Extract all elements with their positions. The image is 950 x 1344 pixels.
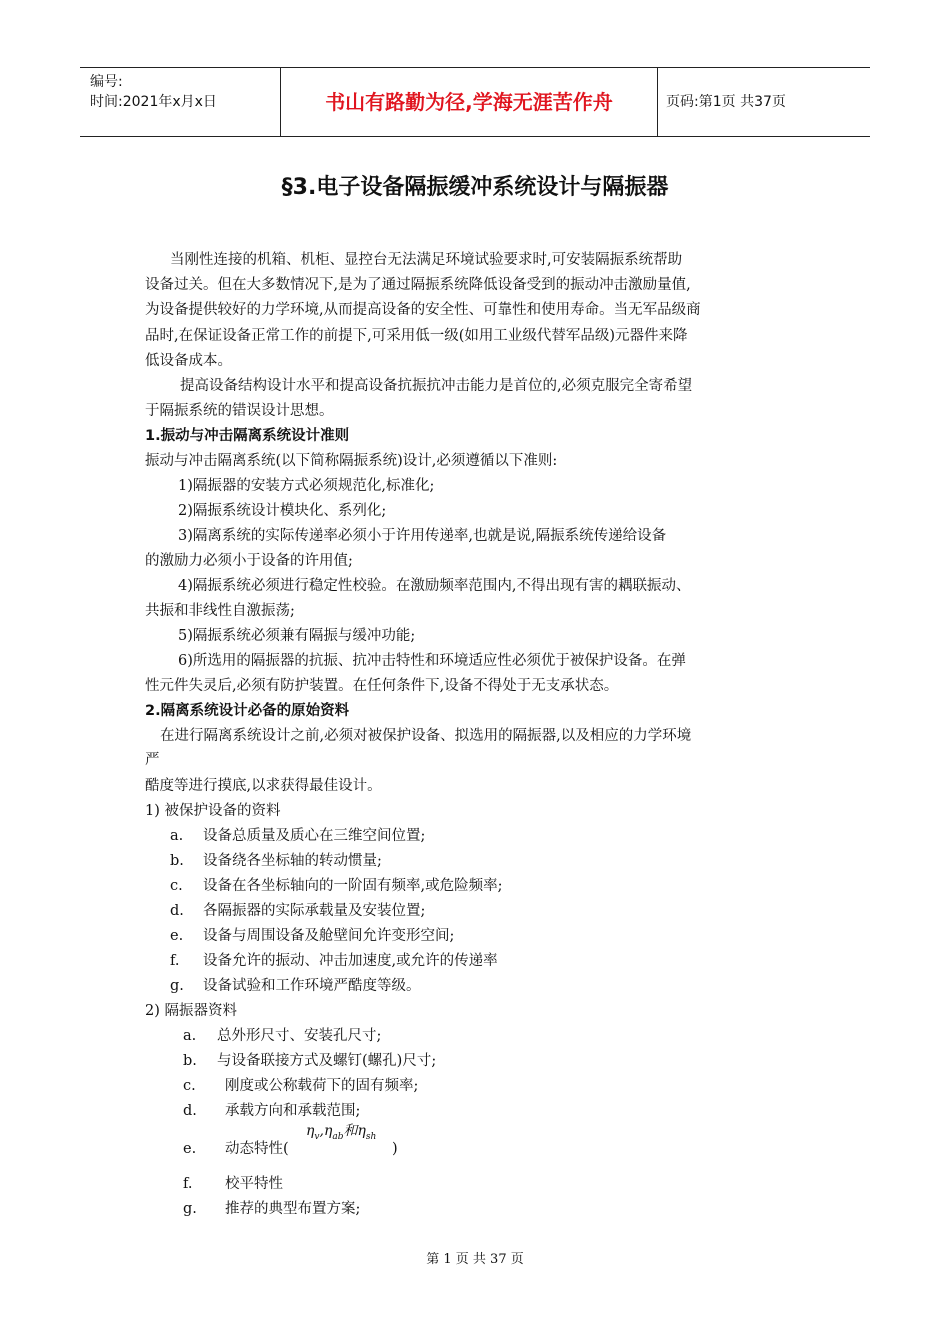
paragraph-line: 当刚性连接的机箱、机柜、显控台无法满足环境试验要求时,可安装隔振系统帮助 (170, 252, 683, 268)
list-key: b. (170, 853, 184, 869)
header-meta-cell (80, 68, 281, 136)
dynamic-characteristics-formula: $\eta_v,\eta_{ab}$和$\eta_{sh}$ (306, 1123, 377, 1142)
list-item: 承载方向和承载范围; (225, 1103, 361, 1119)
page-title: §3.电子设备隔振缓冲系统设计与隔振器 (281, 175, 669, 200)
section-heading-1: 1.振动与冲击隔离系统设计准则 (145, 428, 350, 444)
section-intro: 振动与冲击隔离系统(以下简称隔振系统)设计,必须遵循以下准则: (145, 453, 558, 469)
paragraph-line: 设备过关。但在大多数情况下,是为了通过隔振系统降低设备受到的振动冲击激励量值, (145, 277, 691, 293)
rule-item: 共振和非线性自激振荡; (145, 603, 295, 619)
list-item: 推荐的典型布置方案; (225, 1201, 361, 1217)
section-heading-2: 2.隔离系统设计必备的原始资料 (145, 703, 350, 719)
rule-item: 的激励力必须小于设备的许用值; (145, 553, 353, 569)
list-key: g. (183, 1201, 197, 1217)
list-key: f. (183, 1176, 193, 1192)
motto: 书山有路勤为径,学海无涯苦作舟 (281, 68, 658, 136)
list-item: 与设备联接方式及螺钉(螺孔)尺寸; (217, 1053, 437, 1069)
list-item: 动态特性( (225, 1141, 289, 1157)
list-key: f. (170, 953, 180, 969)
paragraph-line: 提高设备结构设计水平和提高设备抗振抗冲击能力是首位的,必须克服完全寄希望 (180, 378, 693, 394)
list-item: 刚度或公称载荷下的固有频率; (225, 1078, 419, 1094)
rule-item: 3)隔离系统的实际传递率必须小于许用传递率,也就是说,隔振系统传递给设备 (178, 528, 667, 544)
paragraph-line: 为设备提供较好的力学环境,从而提高设备的安全性、可靠性和使用寿命。当无军品级商 (145, 302, 701, 318)
formula-close-paren: ) (392, 1141, 398, 1157)
rule-item: 5)隔振系统必须兼有隔振与缓冲功能; (178, 628, 416, 644)
paragraph-line: 品时,在保证设备正常工作的前提下,可采用低一级(如用工业级代替军品级)元器件来降 (145, 328, 688, 344)
paragraph-line: 于隔振系统的错误设计思想。 (145, 403, 334, 419)
list-item: 设备与周围设备及舱壁间允许变形空间; (203, 928, 455, 944)
list-item: 设备允许的振动、冲击加速度,或允许的传递率 (203, 953, 498, 969)
list-key: e. (183, 1141, 197, 1157)
list-key: a. (183, 1028, 197, 1044)
page-footer: 第 1 页 共 37 页 (426, 1252, 524, 1267)
section-intro: 酷度等进行摸底,以求获得最佳设计。 (145, 778, 382, 794)
paragraph-line: 低设备成本。 (145, 353, 232, 369)
list-key: g. (170, 978, 184, 994)
list-key: d. (183, 1103, 197, 1119)
list-item: 各隔振器的实际承载量及安装位置; (203, 903, 426, 919)
list-title: 2) 隔振器资料 (145, 1003, 237, 1019)
header-table (80, 67, 870, 137)
rule-item: 性元件失灵后,必须有防护装置。在任何条件下,设备不得处于无支承状态。 (145, 678, 619, 694)
list-item: 总外形尺寸、安装孔尺寸; (217, 1028, 382, 1044)
list-key: e. (170, 928, 184, 944)
page-info: 页码:第1页 共37页 (666, 94, 786, 110)
list-key: b. (183, 1053, 197, 1069)
list-key: d. (170, 903, 184, 919)
number-label: 编号: (90, 74, 123, 90)
list-title: 1) 被保护设备的资料 (145, 803, 281, 819)
time-label: 时间:2021年x月x日 (90, 94, 217, 110)
list-key: c. (183, 1078, 196, 1094)
rule-item: 1)隔振器的安装方式必须规范化,标准化; (178, 478, 435, 494)
list-item: 设备试验和工作环境严酷度等级。 (203, 978, 421, 994)
list-item: 设备在各坐标轴向的一阶固有频率,或危险频率; (203, 878, 503, 894)
list-item: 设备绕各坐标轴的转动惯量; (203, 853, 382, 869)
list-item: 校平特性 (225, 1176, 283, 1192)
section-intro: 严 (145, 752, 160, 768)
list-item: 设备总质量及质心在三维空间位置; (203, 828, 426, 844)
list-key: a. (170, 828, 184, 844)
rule-item: 4)隔振系统必须进行稳定性校验。在激励频率范围内,不得出现有害的耦联振动、 (178, 578, 691, 594)
section-intro: 在进行隔离系统设计之前,必须对被保护设备、拟选用的隔振器,以及相应的力学环境 (160, 728, 692, 744)
rule-item: 6)所选用的隔振器的抗振、抗冲击特性和环境适应性必须优于被保护设备。在弹 (178, 653, 686, 669)
rule-item: 2)隔振系统设计模块化、系列化; (178, 503, 387, 519)
list-key: c. (170, 878, 183, 894)
